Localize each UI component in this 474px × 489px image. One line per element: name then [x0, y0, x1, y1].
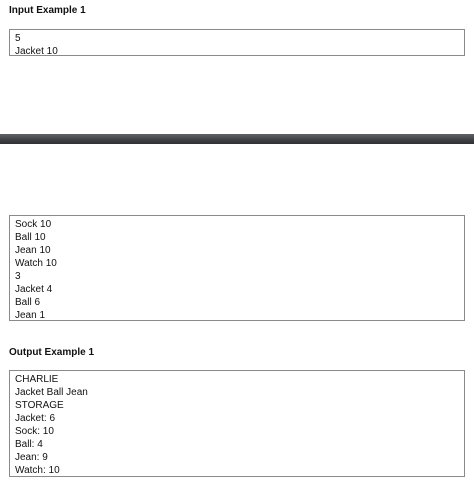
- input-line: Jacket 4: [15, 284, 53, 295]
- input-line: Ball 10: [15, 232, 46, 243]
- input-line: Jacket 10: [15, 46, 58, 57]
- output-line: Jean: 9: [15, 452, 48, 463]
- input-line: Watch 10: [15, 258, 57, 269]
- output-example-heading: Output Example 1: [9, 347, 95, 358]
- input-line: Jean 1: [15, 310, 46, 321]
- input-line: 5: [15, 33, 21, 44]
- input-line: Sock 10: [15, 219, 52, 230]
- input-example-box-part-2: [9, 215, 465, 321]
- output-line: STORAGE: [15, 400, 64, 411]
- output-line: Ball: 4: [15, 439, 43, 450]
- page-break-divider: [0, 134, 474, 144]
- input-line: Jean 10: [15, 245, 51, 256]
- output-line: Watch: 10: [15, 465, 60, 476]
- input-example-box-part-1: [9, 29, 465, 56]
- output-line: Sock: 10: [15, 426, 54, 437]
- input-example-heading: Input Example 1: [9, 5, 86, 16]
- output-line: Jacket: 6: [15, 413, 56, 424]
- output-line: Jacket Ball Jean: [15, 387, 88, 398]
- input-line: 3: [15, 271, 21, 282]
- output-line: CHARLIE: [15, 374, 59, 385]
- input-line: Ball 6: [15, 297, 41, 308]
- output-example-box: [9, 370, 465, 477]
